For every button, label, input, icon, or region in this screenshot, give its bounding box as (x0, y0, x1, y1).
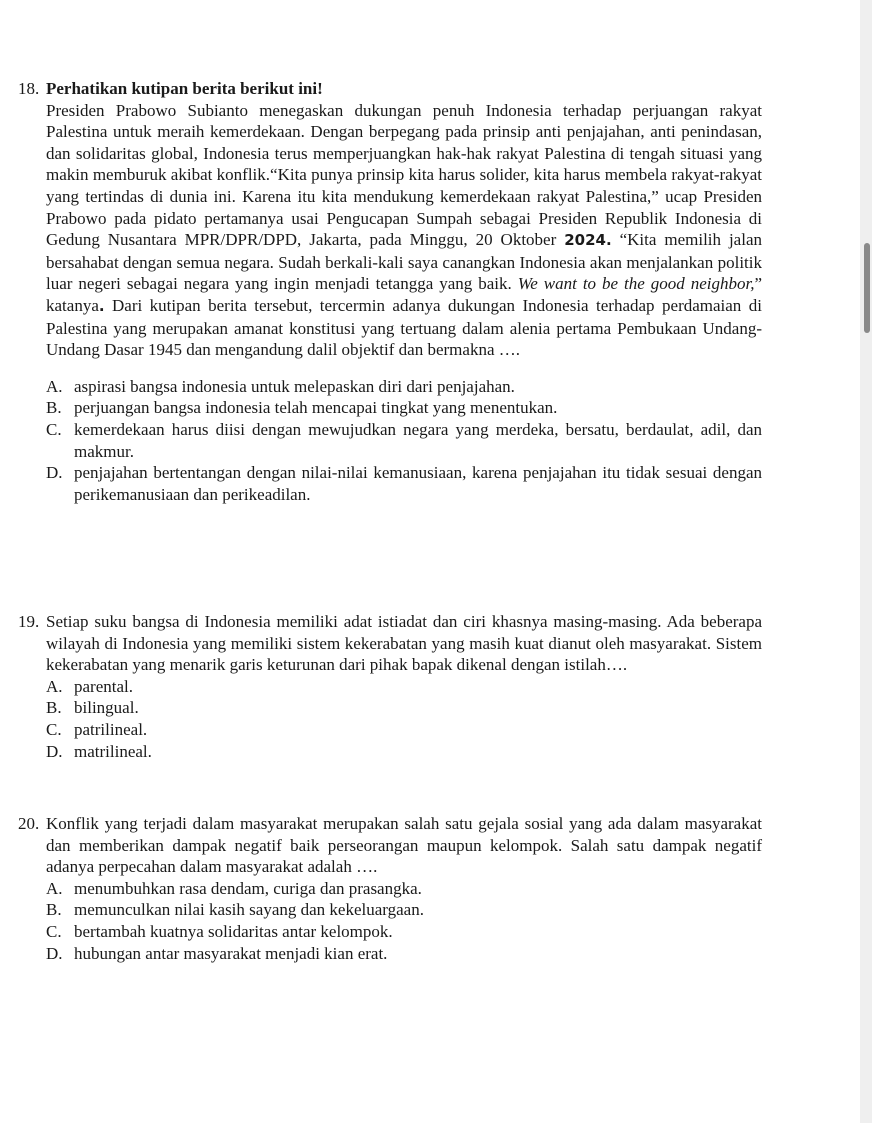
option-c[interactable] (46, 419, 762, 462)
option-text: bertambah kuatnya solidaritas antar kelompok. (74, 921, 393, 941)
question-19 (18, 611, 762, 762)
passage-text-3: ” katanya (46, 274, 762, 315)
option-letter: C. (46, 719, 62, 739)
option-letter: B. (46, 398, 62, 418)
question-18 (18, 78, 762, 505)
answer-options (46, 676, 762, 762)
option-d[interactable] (46, 943, 762, 965)
option-text: penjajahan bertentangan dengan nilai-nilai kemanusiaan, karena penjajahan itu tidak sesuai dengan perikemanusiaan dan perikeadilan. (74, 463, 762, 504)
option-text: aspirasi bangsa indonesia untuk melepaskan diri dari penjajahan. (74, 376, 515, 396)
passage-english-quote: We want to be the good neighbor, (517, 274, 755, 294)
option-text: menumbuhkan rasa dendam, curiga dan prasangka. (74, 878, 422, 898)
news-passage (46, 100, 762, 361)
option-text: bilingual. (74, 698, 139, 718)
option-letter: D. (46, 741, 63, 761)
option-text: matrilineal. (74, 741, 152, 761)
option-letter: C. (46, 419, 62, 439)
option-text: hubungan antar masyarakat menjadi kian erat. (74, 943, 388, 963)
question-title: Perhatikan kutipan berita berikut ini! (46, 79, 323, 98)
question-20 (18, 813, 762, 964)
option-text: patrilineal. (74, 719, 148, 739)
option-a[interactable] (46, 676, 762, 698)
option-b[interactable] (46, 899, 762, 921)
question-number: 20. (18, 814, 40, 833)
option-letter: A. (46, 676, 63, 696)
passage-text-1: Presiden Prabowo Subianto menegaskan dukungan penuh Indonesia terhadap perjuangan rakyat Palestina untuk meraih kemerdekaan. Dengan berpegang pada prinsip anti penjajahan, anti penindasan, dan solidaritas global, Indonesia terus memperjuangkan hak-hak rakyat Palestina di tengah situasi yang makin memburuk akibat konflik.“Kita punya prinsip kita harus solider, kita harus membela rakyat-rakyat yang tertindas di dunia ini. Karena itu kita mendukung kemerdekaan rakyat Palestina,” ucap Presiden Prabowo pada pidato pertamanya usai Pengucapan Sumpah sebagai Presiden Republik Indonesia di Gedung Nusantara MPR/DPR/DPD, Jakarta, pada Minggu, 20 Oktober (46, 100, 762, 250)
passage-text-2: “Kita memilih jalan bersahabat dengan semua negara. Sudah berkali-kali saya canangkan Indonesia akan menjalankan politik luar negeri sebagai negara yang ingin menjadi tetangga yang baik. (46, 230, 763, 294)
option-letter: D. (46, 943, 63, 963)
option-d[interactable] (46, 462, 762, 505)
answer-options (46, 878, 762, 964)
passage-dot: . (98, 296, 105, 315)
option-letter: C. (46, 921, 62, 941)
question-text: Setiap suku bangsa di Indonesia memiliki adat istiadat dan ciri khasnya masing-masing. Ada beberapa wilayah di Indonesia yang memiliki sistem kekerabatan yang masih kuat dianut oleh masyarakat. Sistem kekerabatan yang menarik garis keturunan dari pihak bapak dikenal dengan istilah…. (46, 612, 762, 675)
option-letter: A. (46, 878, 63, 898)
option-text: kemerdekaan harus diisi dengan mewujudkan negara yang merdeka, bersatu, berdaulat, adil, dan makmur. (74, 419, 762, 461)
answer-options (46, 376, 762, 506)
option-b[interactable] (46, 697, 762, 719)
option-a[interactable] (46, 878, 762, 900)
option-c[interactable] (46, 921, 762, 943)
option-text: parental. (74, 676, 133, 696)
option-letter: A. (46, 376, 63, 396)
option-c[interactable] (46, 719, 762, 741)
option-a[interactable] (46, 376, 762, 398)
vertical-scrollbar[interactable] (860, 0, 872, 1123)
question-text: Konflik yang terjadi dalam masyarakat merupakan salah satu gejala sosial yang ada dalam masyarakat dan memberikan dampak negatif baik perseorangan maupun kelompok. Salah satu dampak negatif adanya perpecahan dalam masyarakat adalah …. (46, 814, 762, 877)
option-letter: B. (46, 900, 62, 920)
question-number: 19. (18, 612, 40, 631)
option-b[interactable] (46, 397, 762, 419)
option-letter: B. (46, 698, 62, 718)
passage-year: 2024. (564, 231, 612, 250)
question-number: 18. (18, 79, 40, 98)
scrollbar-thumb[interactable] (864, 243, 870, 333)
option-text: memunculkan nilai kasih sayang dan kekeluargaan. (74, 900, 424, 920)
passage-text-4: Dari kutipan berita tersebut, tercermin adanya dukungan Indonesia terhadap perdamaian di Palestina yang merupakan amanat konstitusi yang tertuang dalam alenia pertama Pembukaan Undang-Undang Dasar 1945 dan mengandung dalil objektif dan bermakna …. (46, 295, 762, 360)
option-d[interactable] (46, 741, 762, 763)
option-text: perjuangan bangsa indonesia telah mencapai tingkat yang menentukan. (74, 398, 558, 418)
option-letter: D. (46, 463, 63, 483)
